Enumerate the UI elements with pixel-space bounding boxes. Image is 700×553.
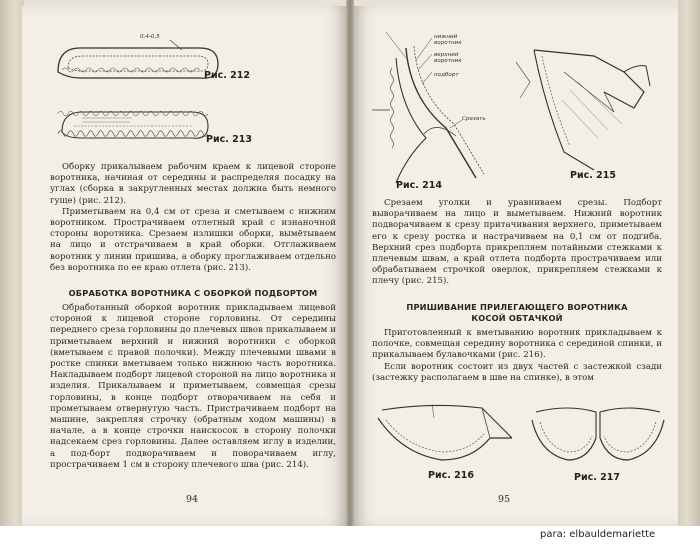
right-page-edges: [678, 0, 700, 553]
right-text-bottom: [372, 328, 662, 384]
paragraph: Приготовленный к вметыванию воротник прикладываем к полочке, совмещая середину воротника с серединой спинки, и прикалываем булавочками (рис. 216).: [372, 328, 662, 361]
figure-213-collar-ruffle: [52, 104, 217, 154]
left-page: [22, 6, 348, 526]
figure-213-label: Рис. 213: [206, 134, 252, 145]
right-page: [352, 6, 678, 526]
left-page-edges: [0, 0, 24, 553]
left-text-bottom: [50, 303, 336, 471]
book-gutter: [346, 0, 354, 553]
page-number-right: 95: [498, 494, 511, 505]
figure-212-label: Рис. 212: [204, 70, 250, 81]
figure-212-collar-ruffle: [50, 34, 225, 94]
page-number-left: 94: [186, 494, 199, 505]
paragraph: Обработанный оборкой воротник прикладываем лицевой стороной к лицевой стороне горловины. От середины переднего среза горловины до плечевых швов прикалываем и приметываем верхний и нижний воротники с оборкой (вметываем с правой полочки). Между плечевыми швами в ростке спинки вметываем только нижнюю часть воротника. Накладываем подборт лицевой стороной на лицо воротника и изделия. Прикалываем и приметываем, совмещая срезы горловины, в конце подборт отворачиваем на себя и прометываем отвернутую часть. Пристрачиваем подборт на машине, закрепляя строчку (обратным ходом машины) в начале, а в конце строчки наискосок в сторону полочки надсекаем срез горловины. Далее оставляем иглу в изделии, а под-борт подворачиваем и поворачиваем иглу, прострачиваем 1 см в сторону плечевого шва (рис. 214).: [50, 303, 336, 470]
figure-214-annotation-facing: подборт: [434, 72, 459, 78]
figure-217-two-part-collar: [528, 398, 668, 478]
paragraph: Оборку прикалываем рабочим краем к лицевой стороне воротника, начиная от середины и распределяя посадку на углах (сборка в закругленных местах должна быть немного гуще) (рис. 212).: [50, 162, 336, 206]
paragraph: Срезаем уголки и уравниваем срезы. Подборт вывоpачиваем на лицо и выметываем. Нижний воротник подворачиваем к срезу притачивания верхнего, приметываем его к срезу ростка и настрачиваем на 0,1 см от подгиба. Верхний срез подборта прикрепляем потайными стежками к плечевым швам, а край отлета подборта прострачиваем или обрабатываем строчкой оверлок, прикрепляем стежками к плечу (рис. 215).: [372, 198, 662, 287]
section-heading-line1: ПРИШИВАНИЕ ПРИЛЕГАЮЩЕГО ВОРОТНИКА: [406, 302, 628, 312]
right-text-top: [372, 198, 662, 288]
figure-215-collar-shoulder: [504, 42, 669, 172]
figure-216-label: Рис. 216: [428, 470, 474, 481]
section-heading: ОБРАБОТКА ВОРОТНИКА С ОБОРКОЙ ПОДБОРТОМ: [68, 288, 318, 298]
watermark-credit: para: elbauldemariette: [540, 529, 656, 540]
section-heading-line2: КОСОЙ ОБТАЧКОЙ: [471, 313, 563, 323]
figure-214-annotation-lower-collar: нижний воротник: [434, 34, 462, 46]
figure-216-collar-on-front: [372, 398, 522, 478]
figure-217-label: Рис. 217: [574, 472, 620, 483]
figure-214-annotation-upper-collar: верхний воротник: [434, 52, 462, 64]
paragraph: Приметываем на 0,4 см от среза и сметываем с нижним воротником. Прострачиваем отлетный край с изнаночной стороны воротника. Срезаем излишки оборки, вымётываем на лицо и отстрачиваем в край оборки. Отглаживаем воротник у линии пришива, а оборку проглаживаем отдельно без воротника по ее краю отлета (рис. 213).: [50, 206, 336, 273]
left-text-top: [50, 162, 336, 274]
figure-215-label: Рис. 215: [570, 170, 616, 181]
figure-212-annotation: 0,4-0,5: [140, 34, 160, 40]
paragraph: Если воротник состоит из двух частей с застежкой сзади (застежку располагаем в шве на спинке), в этом: [372, 361, 662, 383]
figure-214-label: Рис. 214: [396, 180, 442, 191]
figure-214-annotation-cut: Срезать: [462, 116, 486, 122]
